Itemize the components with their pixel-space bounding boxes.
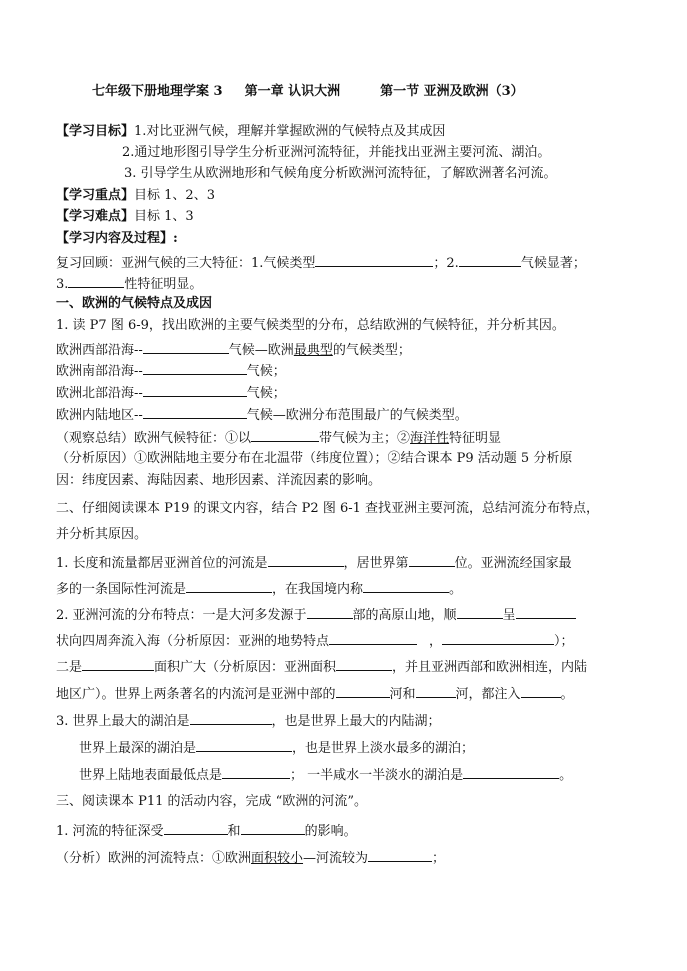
section-2-title-2: 并分析其原因。 [56,527,148,542]
s2-q3-line-2: 世界上最深的湖泊是 ，也是世界上淡水最多的湖泊； [79,738,474,757]
s3-q1: 1. 河流的特征深受 和 的影响。 [56,821,357,840]
review-line-1: 复习回顾：亚洲气候的三大特征：1.气候类型 ；2. 气候显著； [56,253,586,272]
section-3-title: 三、阅读课本 P11 的活动内容，完成 “欧洲的河流”。 [56,794,367,809]
blank[interactable] [336,684,390,698]
s1-question-1: 1. 读 P7 图 6-9，找出欧洲的主要气候类型的分布，总结欧洲的气候特征，并分析其因。 [56,318,565,333]
blank[interactable] [442,631,554,645]
blank[interactable] [336,657,392,671]
key-points: 【学习重点】目标 1、2、3 [56,188,215,203]
s1-inland: 欧洲内陆地区-- 气候—欧洲分布范围最广的气候类型。 [56,405,468,424]
review-line-2: 3. 性特征明显。 [56,274,202,293]
blank[interactable] [68,274,124,288]
s1-observe: （观察总结）欧洲气候特征：①以 带气候为主；②海洋性特征明显 [56,428,501,447]
blank[interactable] [268,553,344,567]
blank[interactable] [307,605,353,619]
objective-3: 3. 引导学生从欧洲地形和气候角度分析欧洲河流特征，了解欧洲著名河流。 [124,166,557,181]
s2-q2-line-3: 二是 面积广大（分析原因：亚洲面积 ，并且亚洲西部和欧洲相连，内陆 [56,657,587,676]
s3-analysis: （分析）欧洲的河流特点：①欧洲面积较小—河流较为 ； [56,848,445,867]
blank[interactable] [416,684,456,698]
blank[interactable] [329,631,417,645]
s2-q2-line-1: 2. 亚洲河流的分布特点：一是大河多发源于 部的高原山地，顺 呈 [56,605,576,624]
blank[interactable] [409,553,455,567]
header-left: 七年级下册地理学案 3 [92,84,223,99]
blank[interactable] [222,765,290,779]
blank[interactable] [363,579,449,593]
blank[interactable] [251,428,319,442]
blank[interactable] [459,253,521,267]
blank[interactable] [463,765,559,779]
s2-q1-line-1: 1. 长度和流量都居亚洲首位的河流是 ，居世界第 位。亚洲流经国家最 [56,553,572,572]
process-label: 【学习内容及过程】: [56,231,178,246]
s2-q2-line-4: 地区广）。世界上两条著名的内流河是亚洲中部的 河和 河，都注入 。 [56,684,574,703]
blank[interactable] [143,340,229,354]
blank[interactable] [368,848,432,862]
objective-2: 2.通过地形图引导学生分析亚洲河流特征，并能找出亚洲主要河流、湖泊。 [122,145,551,160]
blank[interactable] [521,684,561,698]
blank[interactable] [82,657,154,671]
blank[interactable] [241,821,305,835]
s1-south: 欧洲南部沿海-- 气候； [56,361,286,380]
blank[interactable] [516,605,576,619]
s2-q2-line-2: 状向四周奔流入海（分析原因：亚洲的地势特点 ， ）； [56,631,574,650]
blank[interactable] [143,361,247,375]
doc-header [92,84,524,100]
blank[interactable] [190,711,272,725]
blank[interactable] [315,253,433,267]
objective-1: 【学习目标】1.对比亚洲气候，理解并掌握欧洲的气候特点及其成因 [56,124,446,139]
s1-west: 欧洲西部沿海-- 气候—欧洲最典型的气候类型； [56,340,411,359]
blank[interactable] [196,738,292,752]
blank[interactable] [143,405,247,419]
section-1-title: 一、欧洲的气候特点及成因 [56,296,213,311]
header-chapter: 第一章 认识大洲 [244,84,341,99]
s1-north: 欧洲北部沿海-- 气候； [56,383,286,402]
blank[interactable] [143,383,247,397]
objectives-label: 【学习目标】 [56,124,135,139]
difficulty: 【学习难点】目标 1、3 [56,209,194,224]
blank[interactable] [186,579,272,593]
s2-q3-line-1: 3. 世界上最大的湖泊是 ，也是世界上最大的内陆湖； [56,711,441,730]
s1-analysis-1: （分析原因）①欧洲陆地主要分布在北温带（纬度位置）；②结合课本 P9 活动题 5 分析原 [56,451,573,466]
s2-q3-line-3: 世界上陆地表面最低点是 ； 一半咸水一半淡水的湖泊是 。 [79,765,572,784]
s2-q1-line-2: 多的一条国际性河流是 ，在我国境内称 。 [56,579,462,598]
header-section: 第一节 亚洲及欧洲（3） [380,84,524,99]
blank[interactable] [457,605,503,619]
s1-analysis-2: 因：纬度因素、海陆因素、地形因素、洋流因素的影响。 [56,473,382,488]
section-2-title-1: 二、仔细阅读课本 P19 的课文内容，结合 P2 图 6-1 查找亚洲主要河流，总结河流分布特点， [56,501,600,516]
blank[interactable] [164,821,228,835]
